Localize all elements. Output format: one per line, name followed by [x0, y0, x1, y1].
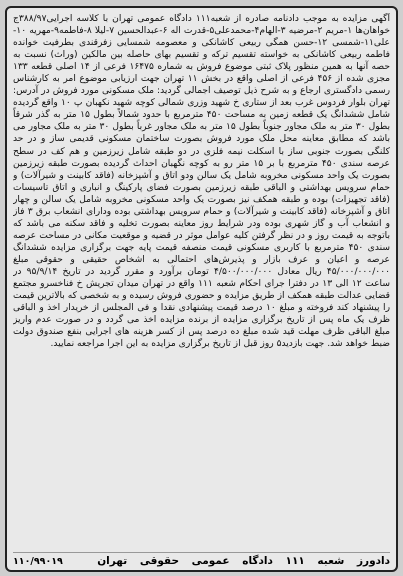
notice-reference-number: ۱۱۰/۹۹۰۱۹ [13, 556, 63, 567]
notice-body-text: آگهی مزایده به موجب دادنامه صادره از شعبه۱۱۱ دادگاه عمومی تهران با کلاسه اجرایی۳۸۸/۹۷ج خواهان‌ها ۱-مریم ۲-مرضیه ۳-الهام۴-محمدعلی۵-قدرت اله ۶-عبدالحسین ۷-لیلا ۸-فاطمه۹-مهریه ۱۰-علی۱۱-شمسی ۱۲-حسن همگی ربیعی کاشانکی و معصومه شمسایی زفرقندی بطرفیت خوانده فاطمه ربیعی کاشانکی به خواسته تقسیم ترکه و تقسیم بهای حاصله بین مالکین (وراث) نسبت به حصه آنها به همین منظور پلاک ثبتی موضوع فروش به شماره ۱۶۴۷۵ فرعی از ۱۴ اصلی قطعه ۱۳۳ مجزی شده از ۴۵۶ فرعی از اصلی واقع در بخش ۱۱ تهران جهت ارزیابی موضوع امر به کارشناس رسمی دادگستری ارجاع و به شرح ذیل توصیف اجمالی گردید: ملک مسکونی مورد فروش در آدرس: تهران بلوار فردوس غرب بعد از ستاری خ شهید وزری شمالی کوچه شهید نکهبان پ ۱۰ واقع گردیده شامل ششدانگ یک قطعه زمین به مساحت ۴۵۰ مترمربع با حدود شمالاً بطول ۱۵ متر به گذر شرقاً بطول ۳۰ متر به ملک مجاور جنوباً بطول ۱۵ متر به ملک مجاور غرباً بطول ۳۰ متر به ملک مجاور می باشد که مطابق معاینه محل ملک مورد فروش بصورت ساختمان مسکونی قدیمی ساز و در حد کلنگی بصورت جنوبی ساز با اسکلت نیمه فلزی در دو طبقه شامل زیرزمین و هم کف در سطح عرصه سندی ۴۵۰ مترمربع با بر ۱۵ متر رو به کوچه نگهبان احداث گردیده بصورت طبقه زیرزمین بصورت یک واحد مسکونی مخروبه شامل یک سالن ودو اتاق و آشپزخانه (فاقد کابینت و شیرآلات) و حمام سرویس بهداشتی و الباقی طبقه زیرزمین بصورت فضای پارکینگ و انباری و اتاق تاسیسات (فاقد تجهیزات) بوده و طبقه همکف نیز بصورت یک واحد مسکونی مخروبه شامل یک سالن و چهار اتاق و آشپزخانه (فاقد کابینت و شیرآلات) و حمام سرویس بهداشتی بوده ودارای انشعاب برق ۳ فاز و انشعاب آب و گاز شهری بوده ودر شرایط روز معاینه بصورت تخلیه و فاقد سکنه می باشد که باتوجه به قیمت روز و در نظر گرفتن کلیه عوامل موثر در قضیه و موقعیت مکانی در مساحت عرصه سندی ۴۵۰ مترمربع با کاربری مسکونی قیمت منصفه قیمت پایه جهت برگزاری مزایده ششدانگ عرصه و اعیان و عرف بازار و پذیرش‌های احتمالی به اشخاص حقیقی و حقوقی مبلغ ۴۵/۰۰۰/۰۰۰/۰۰۰ ریال معادل ۴/۵۰۰/۰۰۰/۰۰۰ تومان برآورد و مقرر گردید در تاریخ ۹۵/۹/۱۴ در ساعت ۱۲ الی ۱۳ در دفترا جرای احکام شعبه ۱۱۱ واقع در تهران میدان تجریش خ فناخسرو مجتمع قضایی عدالت طبقه همکف از طریق مزایده و حضوری فروش رسیده و به شخصی که بالاترین قیمت را پیشنهاد کند فروخته و مبلغ ۱۰ درصد قیمت پیشنهادی نقدا و فی المجلس از خریدار اخذ و الباقی ظرف یک ماه پس از تاریخ برگزاری مزایده از برنده مزایده اخذ می گردد و در صورت عدم واریز مبلغ الباقی ظرف مهلت قید شده مبلغ ده درصد پس از کسر هزینه های اجرایی بنفع صندوق دولت ضبط خواهد شد. جهت بازدید۵ روز قبل از تاریخ برگزاری مزایده به این اجرا مراجعه نمایید. [13, 14, 390, 350]
notice-signature: دادورز شعبه ۱۱۱ دادگاه عمومی حقوقی تهران [97, 555, 390, 567]
auction-notice-box [5, 6, 398, 572]
notice-footer [13, 552, 390, 567]
